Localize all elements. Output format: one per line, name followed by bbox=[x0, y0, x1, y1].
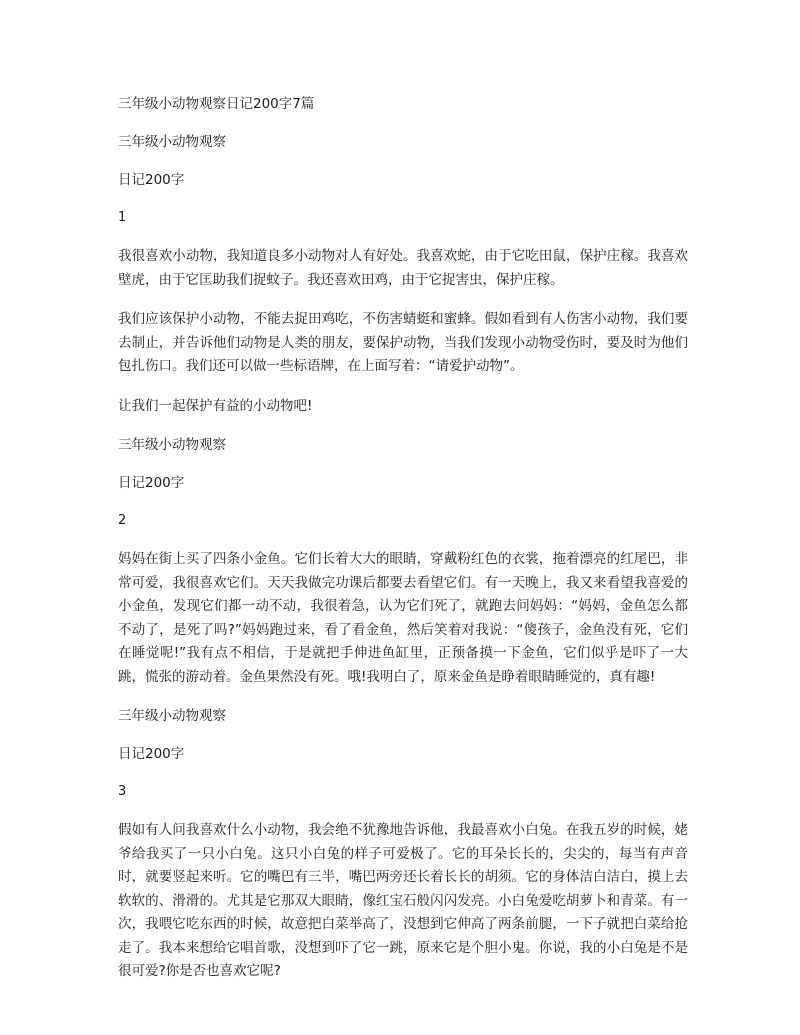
section-number: 1 bbox=[118, 210, 127, 225]
paragraph: 假如有人问我喜欢什么小动物，我会绝不犹豫地告诉他，我最喜欢小白兔。在我五岁的时候，姥爷给我买了一只小白兔。这只小白兔的样子可爱极了。它的耳朵长长的，尖尖的，每当有声音时，就要竖起来听。它的嘴巴有三半，嘴巴两旁还长着长长的胡须。它的身体洁白洁白，摸上去软软的、滑滑的。尤其是它那双大眼睛，像红宝石般闪闪发亮。小白兔爱吃胡萝卜和青菜。有一次，我喂它吃东西的时候，故意把白菜举高了，没想到它伸高了两条前腿，一下子就把白菜给抢走了。我本来想给它唱首歌，没想到吓了它一跳，原来它是个胆小鬼。你说，我的小白兔是不是很可爱?你是否也喜欢它呢? bbox=[118, 822, 688, 979]
section-number: 2 bbox=[118, 513, 127, 528]
section-subheading: 日记200字 bbox=[118, 172, 185, 188]
section-heading: 三年级小动物观察 bbox=[118, 708, 226, 724]
paragraph: 让我们一起保护有益的小动物吧! bbox=[118, 397, 313, 414]
paragraph: 我很喜欢小动物，我知道良多小动物对人有好处。我喜欢蛇，由于它吃田鼠，保护庄稼。我喜欢壁虎，由于它匡助我们捉蚊子。我还喜欢田鸡，由于它捉害虫，保护庄稼。 bbox=[118, 248, 688, 288]
section-heading: 三年级小动物观察 bbox=[118, 437, 226, 453]
paragraph: 我们应该保护小动物，不能去捉田鸡吃，不伤害蜻蜓和蜜蜂。假如看到有人伤害小动物，我们要去制止，并告诉他们动物是人类的朋友，要保护动物，当我们发现小动物受伤时，要及时为他们包扎伤口。我们还可以做一些标语牌，在上面写着：“请爱护动物”。 bbox=[118, 311, 688, 374]
section-subheading: 日记200字 bbox=[118, 746, 185, 762]
paragraph: 妈妈在街上买了四条小金鱼。它们长着大大的眼睛，穿戴粉红色的衣裳，拖着漂亮的红尾巴，非常可爱，我很喜欢它们。天天我做完功课后都要去看望它们。有一天晚上，我又来看望我喜爱的小金鱼，发现它们都一动不动，我很着急，认为它们死了，就跑去问妈妈：“妈妈，金鱼怎么都不动了，是死了吗?”妈妈跑过来，看了看金鱼，然后笑着对我说：“傻孩子，金鱼没有死，它们在睡觉呢!”我有点不相信，于是就把手伸进鱼缸里，正预备摸一下金鱼，它们似乎是吓了一大跳，慌张的游动着。金鱼果然没有死。哦!我明白了，原来金鱼是睁着眼睛睡觉的，真有趣! bbox=[118, 551, 688, 685]
document-page bbox=[118, 93, 688, 1000]
section-heading: 三年级小动物观察 bbox=[118, 134, 226, 150]
section-number: 3 bbox=[118, 784, 127, 799]
document-title: 三年级小动物观察日记200字7篇 bbox=[118, 96, 315, 112]
section-subheading: 日记200字 bbox=[118, 475, 185, 491]
